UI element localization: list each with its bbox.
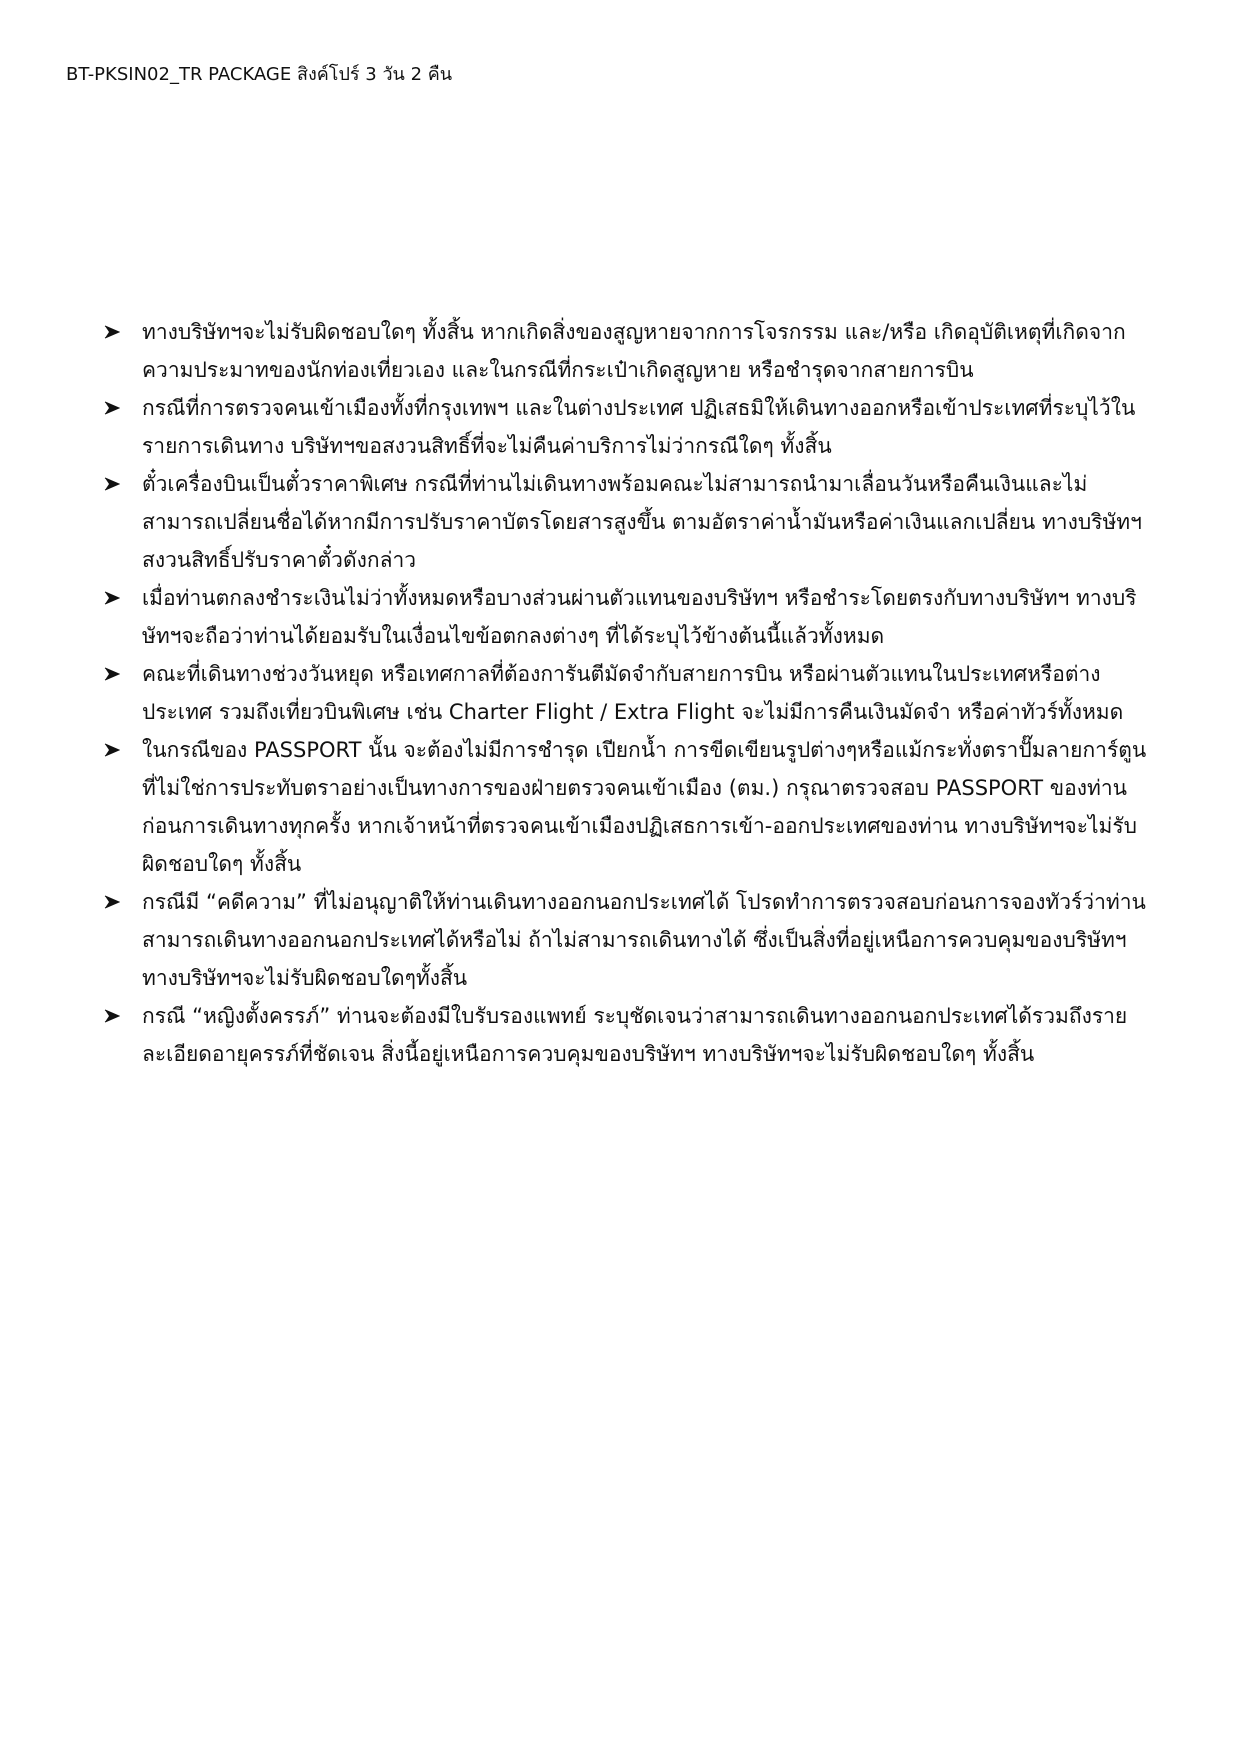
terms-conditions-list (104, 313, 1156, 1073)
term-text: ทางบริษัทฯจะไม่รับผิดชอบใดๆ ทั้งสิ้น หากเกิดสิ่งของสูญหายจากการโจรกรรม และ/หรือ เกิดอุบัติเหตุที่เกิดจากความประมาทของนักท่องเที่ยวเอง และในกรณีที่กระเป๋าเกิดสูญหาย หรือชำรุดจากสายการบิน (142, 320, 1126, 382)
term-text: เมื่อท่านตกลงชำระเงินไม่ว่าทั้งหมดหรือบางส่วนผ่านตัวแทนของบริษัทฯ หรือชำระโดยตรงกับทางบริษัทฯ ทางบริษัทฯจะถือว่าท่านได้ยอมรับในเงื่อนไขข้อตกลงต่างๆ ที่ได้ระบุไว้ข้างต้นนี้แล้วทั้งหมด (142, 586, 1137, 648)
arrowhead-bullet-icon (104, 313, 128, 351)
term-item (104, 313, 1156, 389)
arrowhead-bullet-icon (104, 883, 128, 921)
term-item (104, 655, 1156, 731)
term-item (104, 465, 1156, 579)
term-text: ตั๋วเครื่องบินเป็นตั๋วราคาพิเศษ กรณีที่ท่านไม่เดินทางพร้อมคณะไม่สามารถนำมาเลื่อนวันหรือคืนเงินและไม่สามารถเปลี่ยนชื่อได้หากมีการปรับราคาบัตรโดยสารสูงขึ้น ตามอัตราค่าน้ำมันหรือค่าเงินแลกเปลี่ยน ทางบริษัทฯสงวนสิทธิ์ปรับราคาตั๋วดังกล่าว (142, 472, 1142, 572)
term-text: คณะที่เดินทางช่วงวันหยุด หรือเทศกาลที่ต้องการันตีมัดจำกับสายการบิน หรือผ่านตัวแทนในประเทศหรือต่างประเทศ รวมถึงเที่ยวบินพิเศษ เช่น Charter Flight / Extra Flight จะไม่มีการคืนเงินมัดจำ หรือค่าทัวร์ทั้งหมด (142, 662, 1124, 724)
arrowhead-bullet-icon (104, 655, 128, 693)
arrowhead-bullet-icon (104, 465, 128, 503)
term-item (104, 997, 1156, 1073)
arrowhead-bullet-icon (104, 389, 128, 427)
arrowhead-bullet-icon (104, 731, 128, 769)
term-item (104, 579, 1156, 655)
term-text: กรณีที่การตรวจคนเข้าเมืองทั้งที่กรุงเทพฯ และในต่างประเทศ ปฏิเสธมิให้เดินทางออกหรือเข้าประเทศที่ระบุไว้ในรายการเดินทาง บริษัทฯขอสงวนสิทธิ์ที่จะไม่คืนค่าบริการไม่ว่ากรณีใดๆ ทั้งสิ้น (142, 396, 1136, 458)
term-item (104, 883, 1156, 997)
term-text: กรณีมี “คดีความ” ที่ไม่อนุญาติให้ท่านเดินทางออกนอกประเทศได้ โปรดทำการตรวจสอบก่อนการจองทัวร์ว่าท่านสามารถเดินทางออกนอกประเทศได้หรือไม่ ถ้าไม่สามารถเดินทางได้ ซึ่งเป็นสิ่งที่อยู่เหนือการควบคุมของบริษัทฯ ทางบริษัทฯจะไม่รับผิดชอบใดๆทั้งสิ้น (142, 890, 1146, 990)
term-item (104, 389, 1156, 465)
term-text: ในกรณีของ PASSPORT นั้น จะต้องไม่มีการชำรุด เปียกน้ำ การขีดเขียนรูปต่างๆหรือแม้กระทั่งตราปั๊มลายการ์ตูน ที่ไม่ใช่การประทับตราอย่างเป็นทางการของฝ่ายตรวจคนเข้าเมือง (ตม.) กรุณาตรวจสอบ PASSPORT ของท่านก่อนการเดินทางทุกครั้ง หากเจ้าหน้าที่ตรวจคนเข้าเมืองปฏิเสธการเข้า-ออกประเทศของท่าน ทางบริษัทฯจะไม่รับผิดชอบใดๆ ทั้งสิ้น (142, 738, 1147, 876)
arrowhead-bullet-icon (104, 997, 128, 1035)
term-item (104, 731, 1156, 883)
document-header-code: BT-PKSIN02_TR PACKAGE สิงค์โปร์ 3 วัน 2 คืน (66, 64, 453, 85)
arrowhead-bullet-icon (104, 579, 128, 617)
term-text: กรณี “หญิงตั้งครรภ์” ท่านจะต้องมีใบรับรองแพทย์ ระบุชัดเจนว่าสามารถเดินทางออกนอกประเทศได้รวมถึงรายละเอียดอายุครรภ์ที่ชัดเจน สิ่งนี้อยู่เหนือการควบคุมของบริษัทฯ ทางบริษัทฯจะไม่รับผิดชอบใดๆ ทั้งสิ้น (142, 1004, 1128, 1066)
